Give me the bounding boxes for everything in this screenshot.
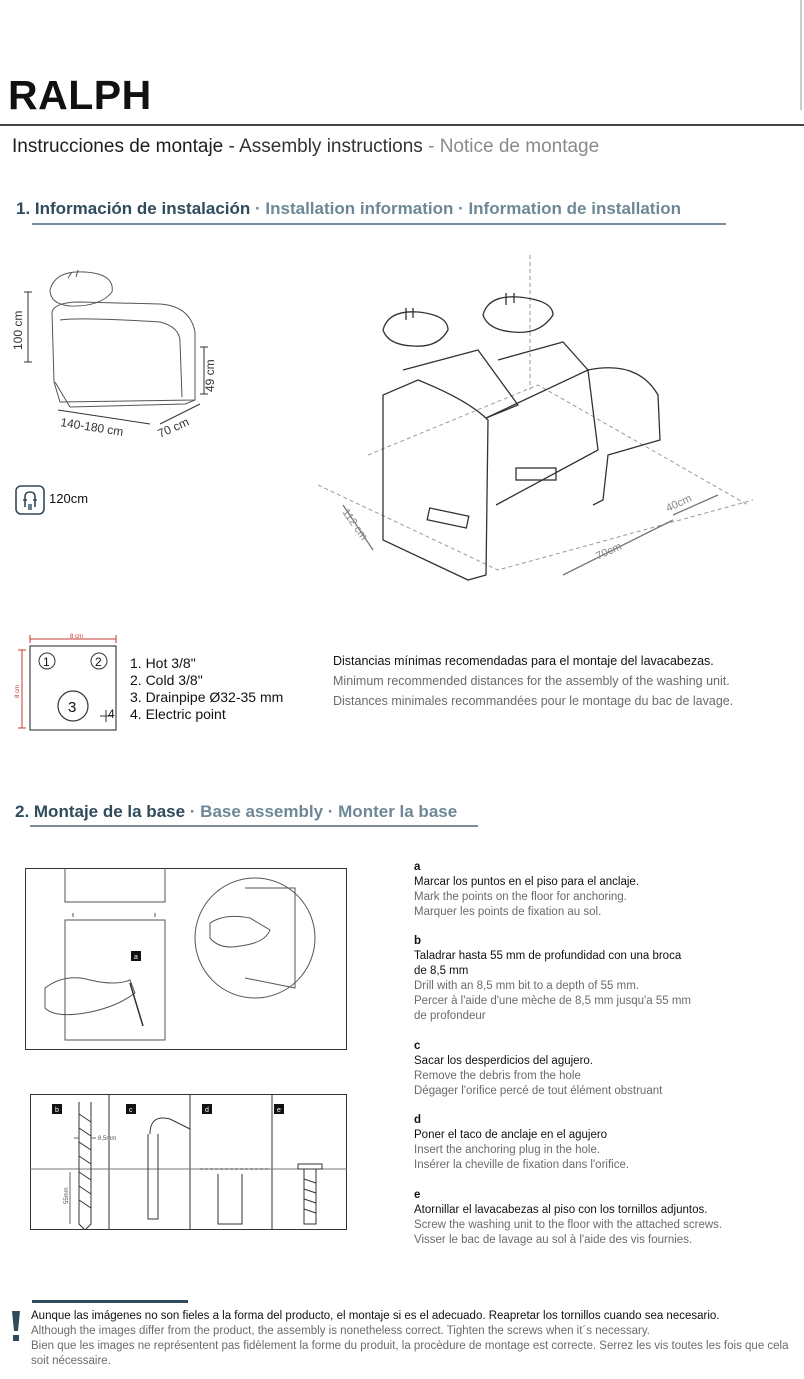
chair-seat-outline bbox=[60, 319, 182, 397]
figure-c-label: c bbox=[129, 1107, 133, 1114]
figure-e-label: e bbox=[277, 1107, 281, 1114]
figure-b-e-steps bbox=[30, 1094, 347, 1230]
page-edge bbox=[800, 0, 802, 110]
step-d-en: Insert the anchoring plug in the hole. bbox=[414, 1144, 601, 1156]
step-d bbox=[414, 1113, 774, 1173]
hole-legend-item: 2. Cold 3/8" bbox=[130, 672, 203, 688]
basin-outline bbox=[50, 272, 112, 306]
floor-dim-side-label: 40cm bbox=[664, 492, 694, 515]
section-2-heading bbox=[15, 802, 457, 822]
dim-depth-label: 70 cm bbox=[155, 414, 192, 441]
unit-2-basin bbox=[483, 297, 553, 333]
note-divider bbox=[32, 1300, 188, 1303]
min-distances-text bbox=[333, 651, 733, 711]
section-2-underline bbox=[30, 825, 478, 827]
step-b-fr: Percer à l'aide d'une mèche de 8,5 mm jusqu'a 55 mm de profondeur bbox=[414, 995, 691, 1022]
step-a bbox=[414, 860, 774, 920]
step-b-key: b bbox=[414, 935, 422, 947]
step-c bbox=[414, 1039, 774, 1099]
step-d-fr: Insérer la cheville de fixation dans l'orifice. bbox=[414, 1159, 630, 1171]
hole-legend bbox=[130, 655, 283, 723]
floor-plate-1 bbox=[427, 508, 469, 528]
tap-outline bbox=[68, 270, 78, 278]
step-e-es: Atornillar el lavacabezas al piso con los tornillos adjuntos. bbox=[414, 1204, 708, 1216]
subtitle-es: Instrucciones de montaje bbox=[12, 136, 224, 157]
step-e-key: e bbox=[414, 1189, 421, 1201]
step-b bbox=[414, 934, 774, 1024]
chair-dimension-drawing bbox=[10, 262, 230, 452]
step-b-en: Drill with an 8,5 mm bit to a depth of 55 mm. bbox=[414, 980, 639, 992]
connection-plate-diagram bbox=[12, 628, 124, 738]
step-e-en: Screw the washing unit to the floor with the attached screws. bbox=[414, 1219, 723, 1231]
step-a-key: a bbox=[414, 861, 421, 873]
drill-dim-label: 8,5mm bbox=[98, 1136, 117, 1142]
plate-height-label: 8 cm bbox=[15, 684, 21, 698]
document-subtitle bbox=[12, 136, 599, 158]
step-c-en: Remove the debris from the hole bbox=[414, 1070, 581, 1082]
subtitle-sep-1: - bbox=[223, 136, 240, 157]
hole-legend-item: 4. Electric point bbox=[130, 706, 226, 722]
unit-1-basin bbox=[383, 312, 448, 346]
step-a-fr: Marquer les points de fixation au sol. bbox=[414, 906, 602, 918]
min-distances-es: Distancias mínimas recomendadas para el montaje del lavacabezas. bbox=[333, 654, 714, 668]
figure-d-label: d bbox=[205, 1107, 209, 1114]
section-1-heading bbox=[16, 199, 681, 219]
dim-height-label: 100 cm bbox=[11, 310, 25, 350]
assembly-note bbox=[31, 1309, 796, 1369]
cable-length-label: 120cm bbox=[49, 491, 89, 506]
step-e bbox=[414, 1188, 774, 1248]
product-title: RALPH bbox=[8, 72, 152, 118]
header-divider bbox=[0, 124, 804, 126]
plate-marker-2: 2 bbox=[95, 655, 102, 669]
section-2-heading-es: 2. Montaje de la base bbox=[15, 802, 186, 821]
step-d-key: d bbox=[414, 1114, 422, 1126]
dim-seat-label: 49 cm bbox=[203, 359, 217, 392]
installation-drawing bbox=[318, 250, 758, 595]
exclamation-icon bbox=[9, 1309, 23, 1343]
floor-plate-2 bbox=[516, 468, 556, 480]
note-fr: Bien que les images ne représentent pas fidèlement la forme du produit, la procèdure de montage est correcte. Serrez les vis toutes les fois que cela soit nécessaire. bbox=[31, 1340, 789, 1367]
subtitle-fr: Notice de montage bbox=[439, 136, 600, 157]
step-c-fr: Dégager l'orifice percé de tout élément obstruant bbox=[414, 1085, 663, 1097]
min-distances-en: Minimum recommended distances for the assembly of the washing unit. bbox=[333, 674, 730, 688]
plate-marker-4: 4 bbox=[108, 707, 115, 721]
section-1-heading-en-fr: · Installation information · Information de installation bbox=[255, 199, 681, 218]
plate-marker-1: 1 bbox=[43, 655, 50, 669]
note-en: Although the images differ from the product, the assembly is nonetheless correct. Tighten the screws when it´s necessary. bbox=[31, 1325, 650, 1337]
unit-2-backrest bbox=[498, 342, 588, 370]
figure-a-label: a bbox=[134, 954, 138, 961]
min-distances-fr: Distances minimales recommandées pour le montage du bac de lavage. bbox=[333, 694, 734, 708]
floor-dim-gap-label: 70cm bbox=[594, 540, 624, 563]
step-e-fr: Visser le bac de lavage au sol à l'aide des vis fournies. bbox=[414, 1234, 693, 1246]
depth-dim-label: 55mm bbox=[64, 1187, 70, 1204]
note-es: Aunque las imágenes no son fieles a la forma del producto, el montaje si es el adecuado. Reapretar los tornillos cuando sea necesario. bbox=[31, 1310, 720, 1322]
subtitle-sep-2: - bbox=[422, 136, 440, 157]
figure-a-marking bbox=[25, 868, 347, 1050]
floor-dim-depth-label: 112 cm bbox=[339, 506, 370, 543]
floor-outline-back bbox=[368, 385, 748, 505]
hole-legend-item: 1. Hot 3/8" bbox=[130, 655, 196, 671]
plate-width-label: 8 cm bbox=[70, 634, 84, 640]
plate-marker-3: 3 bbox=[68, 699, 77, 716]
section-1-heading-es: 1. Información de instalación bbox=[16, 199, 251, 218]
hole-legend-item: 3. Drainpipe Ø32-35 mm bbox=[130, 689, 284, 705]
chair-body-outline bbox=[52, 302, 195, 402]
step-d-es: Poner el taco de anclaje en el agujero bbox=[414, 1129, 608, 1141]
figure-b-label: b bbox=[55, 1107, 59, 1114]
unit-1-seat bbox=[403, 350, 518, 418]
step-a-es: Marcar los puntos en el piso para el anclaje. bbox=[414, 876, 640, 888]
unit-2-arm bbox=[588, 368, 660, 505]
step-c-es: Sacar los desperdicios del agujero. bbox=[414, 1055, 593, 1067]
unit-1-side bbox=[383, 380, 488, 580]
dim-length-label: 140-180 cm bbox=[59, 415, 125, 439]
step-a-en: Mark the points on the floor for anchoring. bbox=[414, 891, 627, 903]
plug-icon bbox=[15, 485, 45, 515]
step-b-es: Taladrar hasta 55 mm de profundidad con una broca de 8,5 mm bbox=[414, 950, 682, 977]
section-1-underline bbox=[32, 223, 726, 225]
section-2-heading-en-fr: · Base assembly · Monter la base bbox=[189, 802, 458, 821]
step-c-key: c bbox=[414, 1040, 421, 1052]
subtitle-en: Assembly instructions bbox=[239, 136, 423, 157]
